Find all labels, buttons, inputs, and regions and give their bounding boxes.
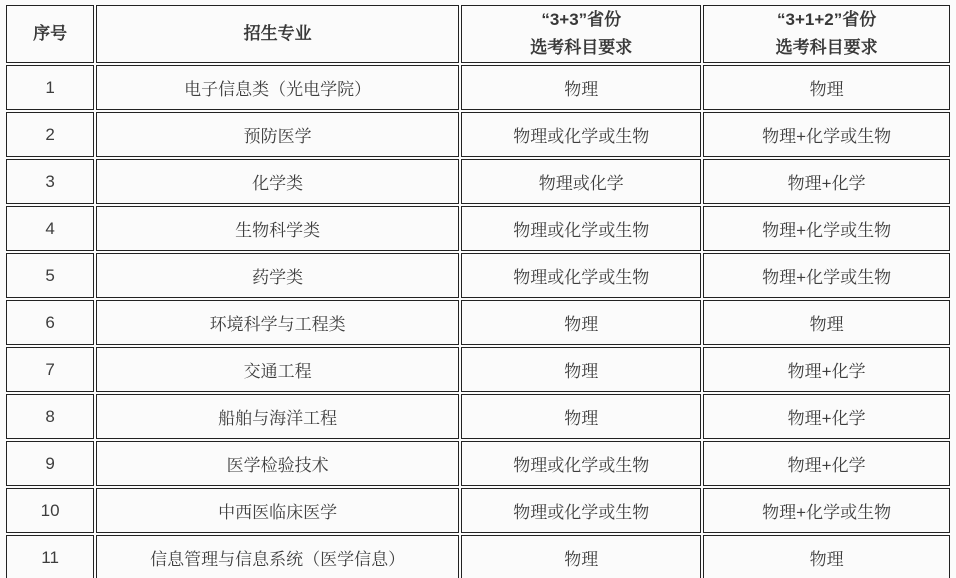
table-row bbox=[6, 159, 950, 204]
table-row bbox=[6, 347, 950, 392]
cell-no: 7 bbox=[6, 347, 94, 392]
cell-no: 1 bbox=[6, 65, 94, 110]
cell-req-3-1-2: 物理+化学或生物 bbox=[703, 206, 950, 251]
cell-req-3-3: 物理或化学或生物 bbox=[461, 253, 701, 298]
cell-req-3-3: 物理 bbox=[461, 347, 701, 392]
table-row bbox=[6, 300, 950, 345]
cell-req-3-1-2: 物理+化学 bbox=[703, 347, 950, 392]
cell-req-3-1-2: 物理+化学 bbox=[703, 394, 950, 439]
cell-major: 电子信息类（光电学院） bbox=[96, 65, 459, 110]
cell-major: 预防医学 bbox=[96, 112, 459, 157]
table-row bbox=[6, 112, 950, 157]
cell-major: 环境科学与工程类 bbox=[96, 300, 459, 345]
cell-req-3-1-2: 物理+化学或生物 bbox=[703, 488, 950, 533]
cell-req-3-1-2: 物理 bbox=[703, 535, 950, 578]
cell-no: 6 bbox=[6, 300, 94, 345]
cell-major: 生物科学类 bbox=[96, 206, 459, 251]
header-no: 序号 bbox=[6, 5, 94, 63]
cell-no: 11 bbox=[6, 535, 94, 578]
cell-major: 医学检验技术 bbox=[96, 441, 459, 486]
cell-major: 中西医临床医学 bbox=[96, 488, 459, 533]
table-row bbox=[6, 253, 950, 298]
cell-req-3-1-2: 物理+化学 bbox=[703, 159, 950, 204]
header-major: 招生专业 bbox=[96, 5, 459, 63]
cell-req-3-3: 物理或化学或生物 bbox=[461, 206, 701, 251]
cell-no: 4 bbox=[6, 206, 94, 251]
header-row bbox=[6, 5, 950, 63]
cell-req-3-3: 物理或化学 bbox=[461, 159, 701, 204]
cell-no: 10 bbox=[6, 488, 94, 533]
cell-req-3-3: 物理 bbox=[461, 394, 701, 439]
cell-no: 2 bbox=[6, 112, 94, 157]
cell-no: 9 bbox=[6, 441, 94, 486]
cell-req-3-1-2: 物理+化学 bbox=[703, 441, 950, 486]
admission-subjects-table bbox=[4, 3, 952, 578]
header-3plus3-line1: “3+3”省份 bbox=[541, 10, 622, 29]
cell-req-3-3: 物理 bbox=[461, 535, 701, 578]
table-row bbox=[6, 535, 950, 578]
cell-req-3-3: 物理或化学或生物 bbox=[461, 112, 701, 157]
cell-req-3-3: 物理 bbox=[461, 300, 701, 345]
cell-req-3-3: 物理或化学或生物 bbox=[461, 441, 701, 486]
header-3plus3-line2: 选考科目要求 bbox=[530, 38, 633, 58]
cell-major: 交通工程 bbox=[96, 347, 459, 392]
cell-req-3-1-2: 物理+化学或生物 bbox=[703, 253, 950, 298]
table-row bbox=[6, 206, 950, 251]
header-3plus1plus2-line1: “3+1+2”省份 bbox=[777, 10, 877, 29]
table-row bbox=[6, 441, 950, 486]
table-body bbox=[6, 65, 950, 578]
cell-req-3-3: 物理 bbox=[461, 65, 701, 110]
cell-no: 3 bbox=[6, 159, 94, 204]
header-3plus1plus2-requirement bbox=[703, 5, 950, 63]
table-row bbox=[6, 65, 950, 110]
cell-no: 5 bbox=[6, 253, 94, 298]
cell-major: 药学类 bbox=[96, 253, 459, 298]
table-row bbox=[6, 488, 950, 533]
cell-major: 船舶与海洋工程 bbox=[96, 394, 459, 439]
cell-req-3-3: 物理或化学或生物 bbox=[461, 488, 701, 533]
table-row bbox=[6, 394, 950, 439]
header-3plus1plus2-line2: 选考科目要求 bbox=[775, 38, 878, 58]
table-header bbox=[6, 5, 950, 63]
cell-req-3-1-2: 物理 bbox=[703, 65, 950, 110]
cell-major: 化学类 bbox=[96, 159, 459, 204]
cell-req-3-1-2: 物理+化学或生物 bbox=[703, 112, 950, 157]
cell-req-3-1-2: 物理 bbox=[703, 300, 950, 345]
cell-major: 信息管理与信息系统（医学信息） bbox=[96, 535, 459, 578]
header-3plus3-requirement bbox=[461, 5, 701, 63]
cell-no: 8 bbox=[6, 394, 94, 439]
